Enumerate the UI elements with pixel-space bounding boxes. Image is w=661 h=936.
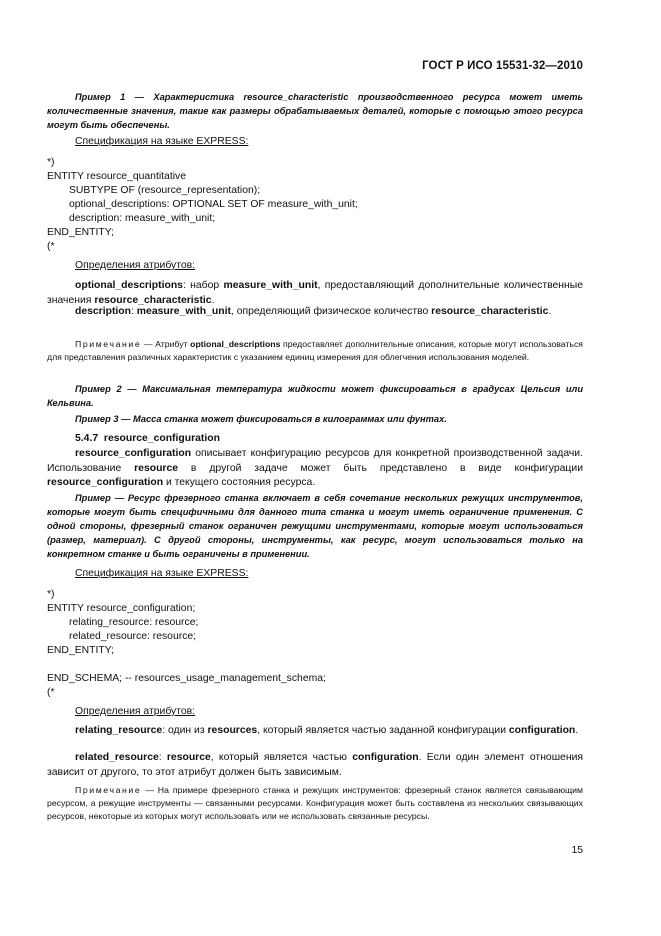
term: related_resource (75, 752, 159, 763)
definition-related-resource: related_resource: resource, который является частью configuration. Если один элемент отношения зависит от другого, то этот атрибут должен быть зависимым. (47, 752, 583, 778)
code-line: optional_descriptions: OPTIONAL SET OF measure_with_unit; (69, 199, 358, 210)
note-2: Примечание — На примере фрезерного станка и режущих инструментов: фрезерный станок является связывающим ресурсом, а режущие инструменты — связанными ресурсами. Конфигурация может быть составлена из нескольких связывающих ресурсов, некоторые из которых могут использовать или не использовать связанные ресурсы. (47, 785, 583, 821)
code-line: related_resource: resource; (69, 631, 197, 642)
example-2: Пример 2 — Максимальная температура жидкости может фиксироваться в градусах Цельсия или Кельвина. (47, 384, 583, 408)
section-title: resource_configuration (103, 433, 220, 444)
code-line: ENTITY resource_quantitative (47, 171, 186, 182)
attribute-definitions-heading-1: Определения атрибутов: (75, 260, 196, 271)
attribute-definitions-heading-2: Определения атрибутов: (75, 706, 196, 717)
code-line: END_ENTITY; (47, 645, 114, 656)
express-spec-heading-2: Спецификация на языке EXPRESS: (75, 568, 249, 579)
code-line: (* (47, 241, 55, 252)
code-line: *) (47, 157, 55, 168)
definition-optional-descriptions: optional_descriptions: набор measure_with_unit, предоставляющий дополнительные количественные значения resource_characteristic. (47, 280, 583, 306)
code-line: *) (47, 589, 55, 600)
code-line: END_SCHEMA; -- resources_usage_management_schema; (47, 673, 326, 684)
code-line: SUBTYPE OF (resource_representation); (69, 185, 261, 196)
example-3: Пример 3 — Масса станка может фиксироваться в килограммах или фунтах. (75, 414, 447, 424)
code-line: END_ENTITY; (47, 227, 114, 238)
express-code-block-1 (47, 156, 583, 254)
term: optional_descriptions (75, 280, 183, 291)
code-line: ENTITY resource_configuration; (47, 603, 196, 614)
definition-relating-resource: relating_resource: один из resources, который является частью заданной конфигурации configuration. (75, 725, 579, 736)
code-line: relating_resource: resource; (69, 617, 199, 628)
term: relating_resource (75, 725, 163, 736)
section-number: 5.4.7 (75, 433, 99, 444)
definition-description: description: measure_with_unit, определяющий физическое количество resource_characteristic. (75, 306, 552, 317)
express-spec-heading-1: Спецификация на языке EXPRESS: (75, 136, 249, 147)
code-line: description: measure_with_unit; (69, 213, 216, 224)
note-label: Примечание (75, 339, 142, 349)
example-1: Пример 1 — Характеристика resource_characteristic производственного ресурса может иметь количественные значения, такие как размеры обрабатываемых деталей, которые с помощью этого ресурса могут быть обеспечены. (47, 92, 583, 130)
note-1: Примечание — Атрибут optional_descriptions предоставляет дополнительные описания, которые могут использоваться для представления различных характеристик с указанием единиц измерения для облегчения использования моделей. (47, 339, 583, 362)
express-code-block-2 (47, 588, 583, 700)
note-label: Примечание (75, 785, 142, 795)
term: description (75, 306, 132, 317)
standard-header: ГОСТ Р ИСО 15531-32—2010 (422, 60, 583, 72)
example-milling: Пример — Ресурс фрезерного станка включает в себя сочетание нескольких режущих инструментов, которые могут быть специфичными для данного типа станка и могут иметь ограничение применения. С одной стороны, фрезерный станок ограничен режущими инструментами, которые могут использоваться (размер, материал). С другой стороны, инструменты, как ресурс, могут использоваться только на конкретном станке и быть ограничены в применении. (47, 493, 583, 559)
page-number: 15 (571, 845, 583, 856)
section-body: resource_configuration описывает конфигурацию ресурсов для конкретной производственной задачи. Использование resource в другой задаче может быть представлено в виде конфигурации resource_configuration и текущего состояния ресурса. (47, 448, 583, 488)
section-heading (47, 432, 583, 447)
code-line: (* (47, 687, 55, 698)
